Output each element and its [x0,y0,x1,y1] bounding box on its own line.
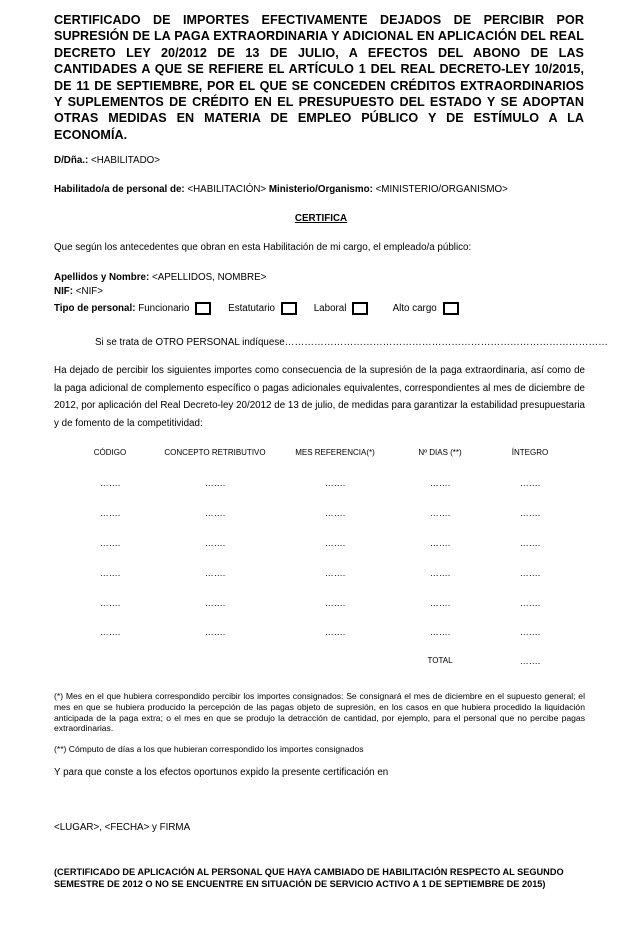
total-value: ……. [519,656,541,666]
table-cell: ……. [99,598,121,608]
tipo-personal-label: Tipo de personal: [54,303,136,314]
table-cell: ……. [519,478,541,488]
table-cell: ……. [519,508,541,518]
footnote-dias: (**) Cómputo de días a los que hubieran correspondido los importes consignados [54,744,364,754]
option-laboral-label: Laboral [313,303,347,314]
table-cell: ……. [429,508,451,518]
table-cell: ……. [99,508,121,518]
table-cell: ……. [324,598,346,608]
option-estatutario-label: Estatutario [228,303,275,314]
checkbox-laboral[interactable] [352,302,368,315]
table-cell: ……. [99,478,121,488]
table-cell: ……. [99,538,121,548]
table-cell: ……. [324,568,346,578]
nif-value: <NIF> [73,286,103,297]
total-label: TOTAL [427,656,453,665]
header-codigo: CÓDIGO [93,448,127,457]
table-cell: ……. [204,568,226,578]
table-cell: ……. [519,627,541,637]
table-cell: ……. [204,508,226,518]
checkbox-estatutario[interactable] [281,302,297,315]
header-concepto: CONCEPTO RETRIBUTIVO [164,448,266,457]
apellidos-line [54,272,266,284]
dna-value: <HABILITADO> [88,155,160,166]
checkbox-alto-cargo[interactable] [443,302,459,315]
footer-note: (CERTIFICADO DE APLICACIÓN AL PERSONAL QUE HAYA CAMBIADO DE HABILITACIÓN RESPECTO AL SEGUNDO SEMESTRE DE 2012 O NO SE ENCUENTRE EN SITUACIÓN DE SERVICIO ACTIVO A 1 DE SEPTIEMBRE DE 2015) [54,867,564,889]
header-mes-referencia: MES REFERENCIA(*) [295,448,375,457]
table-cell: ……. [204,538,226,548]
table-cell: ……. [429,538,451,548]
table-cell: ……. [519,598,541,608]
dna-line [54,155,160,167]
table-cell: ……. [204,478,226,488]
nif-line [54,286,103,298]
table-cell: ……. [519,568,541,578]
table-cell: ……. [324,627,346,637]
habilitado-label: Habilitado/a de personal de: [54,184,185,195]
apellidos-value: <APELLIDOS, NOMBRE> [149,272,267,283]
table-cell: ……. [324,478,346,488]
option-alto-cargo-label: Alto cargo [392,303,437,314]
table-cell: ……. [99,627,121,637]
otro-personal-line: Si se trata de OTRO PERSONAL indíquese……………………………………………………………………………………… [95,337,608,348]
main-paragraph: Ha dejado de percibir los siguientes importes como consecuencia de la supresión de la paga extraordinaria, así como de la paga adicional de complemento específico o pagas adicionales equivalentes, correspondientes al mes de diciembre de 2012, por aplicación del Real Decreto-ley 20/2012 de 13 de julio, de medidas para garantizar la estabilidad presupuestaria y de fomento de la competitividad: [54,365,585,429]
table-cell: ……. [429,598,451,608]
habilitado-line [54,184,508,196]
nif-label: NIF: [54,286,74,297]
certifica-heading: CERTIFICA [294,213,348,224]
conste-text: Y para que conste a los efectos oportunos expido la presente certificación en [54,767,389,778]
dna-label: D/Dña.: [54,155,89,166]
table-cell: ……. [519,538,541,548]
table-cell: ……. [324,508,346,518]
ministerio-value: <MINISTERIO/ORGANISMO> [372,184,508,195]
tipo-personal-line [54,302,473,315]
table-cell: ……. [429,478,451,488]
ministerio-label: Ministerio/Organismo: [268,184,373,195]
table-cell: ……. [429,568,451,578]
apellidos-label: Apellidos y Nombre: [54,272,150,283]
table-cell: ……. [204,627,226,637]
option-funcionario-label: Funcionario [138,303,190,314]
table-cell: ……. [204,598,226,608]
habilitado-value: <HABILITACIÓN> [184,184,269,195]
lugar-fecha-firma: <LUGAR>, <FECHA> y FIRMA [54,822,191,833]
table-cell: ……. [324,538,346,548]
header-num-dias: Nº DIAS (**) [418,448,462,457]
intro-text: Que según los antecedentes que obran en esta Habilitación de mi cargo, el empleado/a público: [54,242,472,253]
table-cell: ……. [429,627,451,637]
header-integro: ÍNTEGRO [511,448,549,457]
footnote-mes: (*) Mes en el que hubiera correspondido percibir los importes consignados: Se consignará el mes de diciembre en el supuesto general; el mes en que se hubiera producido la percepción de las pagas objeto de supresión, en los casos en que hubiera procedido la liquidación anticipada de la paga extra; o el mes en que se produjo la detracción de cantidad, por ejemplo, para el personal que no percibe pagas extraordinarias. [54,691,585,734]
checkbox-funcionario[interactable] [195,302,211,315]
table-cell: ……. [99,568,121,578]
document-title: CERTIFICADO DE IMPORTES EFECTIVAMENTE DEJADOS DE PERCIBIR POR SUPRESIÓN DE LA PAGA EXTRAORDINARIA Y ADICIONAL EN APLICACIÓN DEL REAL DECRETO LEY 20/2012 DE 13 DE JULIO, A EFECTOS DEL ABONO DE LAS CANTIDADES A QUE SE REFIERE EL ARTÍCULO 1 DEL REAL DECRETO-LEY 10/2015, DE 11 DE SEPTIEMBRE, POR EL QUE SE CONCEDEN CRÉDITOS EXTRAORDINARIOS Y SUPLEMENTOS DE CRÉDITO EN EL PRESUPUESTO DEL ESTADO Y SE ADOPTAN OTRAS MEDIDAS EN MATERIA DE EMPLEO PÚBLICO Y DE ESTÍMULO A LA ECONOMÍA. [54,13,584,142]
